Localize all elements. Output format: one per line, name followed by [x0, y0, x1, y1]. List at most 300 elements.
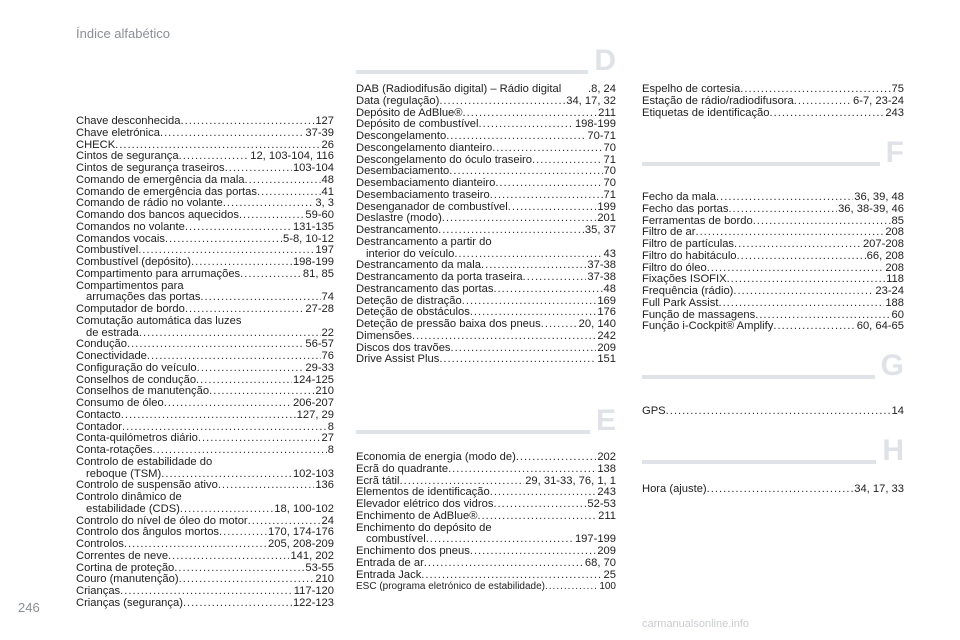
- index-entry-term: Enchimento de AdBlue®: [356, 509, 478, 522]
- index-entry-term: Correntes de neve: [76, 549, 169, 562]
- index-entry-term: Desenganador de combustível: [356, 200, 508, 213]
- index-entry-term: Comando de emergência da mala: [76, 173, 245, 186]
- index-entry-pages: 24: [321, 514, 334, 527]
- index-entry-term: Descongelamento do óculo traseiro: [356, 153, 532, 166]
- dot-leader: [470, 546, 597, 558]
- divider-rule: [356, 70, 616, 74]
- index-entry-pages: 209: [597, 341, 616, 354]
- index-entry-term: Couro (manutenção): [76, 573, 179, 586]
- index-entry-pages: 210: [315, 573, 334, 586]
- index-entry-heading: Enchimento do depósito de: [356, 521, 492, 534]
- index-entry-term: Comando dos bancos aquecidos: [76, 209, 239, 221]
- dot-leader: [532, 155, 603, 167]
- index-entry-pages: 37-38: [587, 271, 616, 283]
- index-entry-term: ESC (programa eletrónico de estabilidade): [356, 581, 545, 593]
- index-entry: [76, 398, 334, 410]
- index-entry-pages: 68, 70: [584, 556, 616, 569]
- index-entry: [642, 204, 904, 216]
- index-entry-term: Filtro de partículas: [642, 238, 735, 250]
- index-entry-pages: 34, 17, 33: [854, 483, 904, 495]
- index-entry-term: Desembaciamento traseiro: [356, 188, 490, 201]
- index-entry-term: Discos dos travões: [356, 341, 451, 354]
- index-entry-pages: 206-207: [292, 397, 334, 409]
- index-entry-term: Fecho da mala: [642, 191, 717, 203]
- dot-leader: [439, 96, 565, 108]
- index-entry-pages: 34, 17, 32: [566, 94, 616, 107]
- index-entry-term: Ecrã tátil: [356, 474, 400, 487]
- index-entry-term: Crianças (segurança): [76, 596, 183, 609]
- index-entry-pages: 100: [599, 581, 616, 593]
- index-column-h: [642, 484, 904, 496]
- dot-leader: [139, 328, 321, 340]
- index-entry-term: Elevador elétrico dos vidros: [356, 498, 494, 510]
- index-entry: [356, 511, 616, 523]
- index-entry: [76, 116, 334, 128]
- index-entry-pages: 197-199: [574, 533, 616, 546]
- index-entry-pages: 122-123: [292, 596, 334, 609]
- index-entry-pages: 29, 31-33, 76, 1, 1: [525, 474, 616, 487]
- index-entry: [76, 175, 334, 187]
- index-entry-term: Combustível: [76, 244, 139, 257]
- section-divider-f: [642, 132, 904, 190]
- index-entry-term: Contador: [76, 420, 123, 433]
- index-entry-term: Hora (ajuste): [642, 483, 707, 495]
- index-entry-term: Desembaciamento dianteiro: [356, 177, 496, 189]
- dot-leader: [451, 343, 597, 355]
- dot-leader: [727, 274, 886, 286]
- index-entry-term: Drive Assist Plus: [356, 353, 440, 366]
- dot-leader: [168, 551, 289, 563]
- divider-rule: [356, 430, 616, 434]
- index-entry: [76, 257, 334, 269]
- index-entry: [356, 581, 616, 593]
- index-entry-pages: 70: [603, 141, 616, 154]
- index-entry-pages: 59-60: [305, 209, 334, 221]
- index-entry: [356, 570, 616, 582]
- index-entry-term: Economia de energia (modo de): [356, 451, 516, 463]
- index-entry-pages: 36, 38-39, 46: [838, 202, 904, 215]
- dot-leader: [493, 499, 586, 511]
- dot-leader: [196, 375, 292, 387]
- dot-leader: [492, 143, 602, 155]
- index-entry-term: Comandos no volante: [76, 220, 185, 233]
- dot-leader: [219, 527, 267, 539]
- index-entry-pages: 124-125: [292, 373, 334, 386]
- dot-leader: [424, 558, 584, 570]
- section-letter: E: [590, 404, 616, 438]
- section-letter: G: [875, 349, 904, 383]
- section-divider-e: [356, 400, 616, 458]
- index-entry-term: GPS: [642, 405, 666, 417]
- index-entry-term: Fecho das portas: [642, 202, 729, 215]
- index-entry-pages: 52-53: [587, 498, 616, 510]
- index-entry-term: Conselhos de condução: [76, 373, 197, 386]
- index-entry: [76, 586, 334, 598]
- index-entry: [356, 354, 616, 366]
- dot-leader: [477, 511, 597, 523]
- section-divider-g: [642, 345, 904, 403]
- index-entry-term: Conta-quilómetros diário: [76, 432, 198, 445]
- dot-leader: [541, 319, 578, 331]
- index-entry-term: Elementos de identificação: [356, 486, 490, 499]
- dot-leader: [257, 187, 321, 199]
- index-entry-pages: 27: [321, 432, 334, 445]
- dot-leader: [180, 504, 273, 516]
- index-entry-pages: 210: [315, 385, 334, 398]
- index-entry-pages: 60, 64-65: [856, 320, 904, 333]
- index-entry-term: Consumo de óleo: [76, 397, 164, 409]
- index-entry-heading: Compartimentos para: [76, 279, 184, 292]
- index-entry-term: Destrancamento das portas: [356, 282, 494, 295]
- index-entry-pages: 48: [321, 173, 334, 186]
- index-entry-pages: 5-8, 10-12: [283, 232, 334, 245]
- index-entry: [642, 96, 904, 108]
- index-entry-pages: 36, 39, 48: [854, 191, 904, 203]
- index-entry: [76, 128, 334, 140]
- index-entry-heading: Controlo dinâmico de: [76, 491, 182, 503]
- index-entry-term: Cintos de segurança: [76, 150, 179, 163]
- index-entry-term: Descongelamento dianteiro: [356, 141, 493, 154]
- index-column-d: [356, 84, 616, 366]
- index-entry-term: Deteção de distração: [356, 294, 462, 307]
- index-entry-pages: 136: [315, 479, 334, 492]
- dot-leader: [523, 272, 587, 284]
- dot-leader: [490, 487, 597, 499]
- index-entry-pages: 70-71: [587, 130, 616, 142]
- index-entry: [642, 251, 904, 263]
- index-entry-term: Contacto: [76, 408, 121, 421]
- index-entry-term: Destrancamento da mala: [356, 259, 481, 272]
- index-entry: [356, 272, 616, 284]
- index-entry: [356, 546, 616, 558]
- index-entry-term: Espelho de cortesia: [642, 83, 741, 95]
- index-entry-term: Conselhos de manutenção: [76, 385, 210, 398]
- dot-leader: [479, 119, 574, 131]
- index-entry-pages: 141, 202: [290, 549, 334, 562]
- index-entry-pages: 74: [321, 291, 334, 304]
- index-entry: [356, 284, 616, 296]
- index-entry-term: Data (regulação): [356, 94, 440, 107]
- index-entry-pages: 76: [321, 350, 334, 362]
- index-entry-pages: 71: [603, 188, 616, 201]
- dot-leader: [127, 339, 304, 351]
- dot-leader: [794, 96, 852, 108]
- index-entry-pages: 35, 37: [584, 224, 616, 236]
- index-entry-pages: 70: [603, 177, 616, 189]
- divider-rule: [642, 460, 904, 464]
- index-entry: [356, 131, 616, 143]
- section-letter: H: [876, 434, 904, 468]
- index-entry: [76, 363, 334, 375]
- index-entry: [356, 331, 616, 343]
- index-entry-pages: 27-28: [305, 303, 334, 315]
- index-entry: [76, 445, 334, 457]
- index-entry-pages: 29-33: [305, 361, 334, 374]
- index-entry-term: CHECK: [76, 138, 116, 151]
- divider-rule: [642, 375, 904, 379]
- page-number: 246: [18, 600, 40, 615]
- index-entry-term: Deteção de pressão baixa dos pneus: [356, 318, 541, 330]
- index-entry-term: Fixações ISOFIX: [642, 273, 727, 286]
- index-entry-term: Crianças: [76, 585, 121, 597]
- index-entry: [76, 269, 334, 281]
- index-entry-pages: 3, 3: [315, 197, 334, 210]
- dot-leader: [740, 84, 890, 96]
- dot-leader: [240, 269, 302, 281]
- index-entry-pages: 70: [603, 165, 616, 178]
- index-entry-term: Comando de emergência das portas: [76, 185, 257, 198]
- index-entry-term: Função i-Cockpit® Amplify: [642, 320, 774, 333]
- index-entry-pages: 198-199: [574, 118, 616, 131]
- index-entry-pages: 81, 85: [302, 267, 334, 280]
- index-entry-pages: 211: [598, 509, 616, 522]
- dot-leader: [462, 296, 597, 308]
- index-entry-term: reboque (TSM): [86, 467, 162, 480]
- index-entry: [356, 178, 616, 190]
- index-entry-pages: .8, 24: [588, 83, 616, 95]
- index-entry-pages: 12, 103-104, 116: [250, 150, 334, 163]
- index-entry-pages: 18, 100-102: [274, 502, 334, 515]
- index-entry: [356, 452, 616, 464]
- dot-leader: [495, 178, 602, 190]
- index-entry-pages: 14: [891, 405, 904, 417]
- index-entry-pages: 56-57: [305, 338, 334, 351]
- index-entry-pages: 176: [597, 306, 616, 319]
- index-entry-term: arrumações das portas: [86, 291, 201, 304]
- index-entry-term: Entrada Jack: [356, 568, 422, 581]
- index-entry: [76, 351, 334, 363]
- dot-leader: [707, 484, 854, 496]
- index-entry-term: Compartimento para arrumações: [76, 267, 241, 280]
- dot-leader: [448, 464, 596, 476]
- index-entry: [76, 504, 334, 516]
- index-entry-term: Desembaciamento: [356, 165, 450, 178]
- index-entry-pages: 202: [597, 451, 616, 463]
- index-entry-pages: 127, 29: [296, 408, 334, 421]
- index-entry-pages: 170, 174-176: [268, 526, 334, 539]
- index-entry-pages: 23-24: [875, 285, 904, 297]
- index-entry-pages: 75: [891, 83, 904, 95]
- index-entry: [642, 484, 904, 496]
- index-entry-pages: 205, 208-209: [268, 538, 334, 550]
- index-entry-pages: 211: [598, 106, 616, 119]
- index-entry-pages: 25: [603, 568, 616, 581]
- index-entry: [642, 406, 904, 418]
- index-entry-term: estabilidade (CDS): [86, 502, 180, 515]
- dot-leader: [439, 354, 596, 366]
- index-entry: [76, 222, 334, 234]
- index-entry-pages: 209: [597, 545, 616, 557]
- index-entry-pages: 117-120: [293, 585, 334, 597]
- index-entry-pages: 188: [885, 296, 904, 309]
- dot-leader: [718, 298, 884, 310]
- index-entry: [356, 464, 616, 476]
- index-entry-term: Computador de bordo: [76, 303, 185, 315]
- index-entry-term: Chave eletrónica: [76, 126, 160, 139]
- index-entry: [76, 598, 334, 610]
- index-entry-pages: 198-199: [292, 256, 334, 268]
- index-entry-pages: 6-7, 23-24: [853, 94, 904, 107]
- index-entry-pages: 48: [603, 282, 616, 295]
- dot-leader: [153, 445, 327, 457]
- index-entry-term: Filtro do óleo: [642, 261, 707, 274]
- index-entry-pages: 201: [597, 212, 616, 225]
- index-entry: [76, 163, 334, 175]
- index-column-g: [642, 406, 904, 418]
- dot-leader: [545, 581, 598, 593]
- dot-leader: [121, 410, 296, 422]
- index-entry-pages: 199: [597, 200, 616, 213]
- index-entry-pages: 53-55: [305, 561, 334, 574]
- index-entry-term: DAB (Radiodifusão digital) – Rádio digital: [356, 83, 562, 95]
- index-entry-term: Filtro do habitáculo: [642, 249, 737, 262]
- index-entry: [356, 225, 616, 237]
- index-entry: [76, 410, 334, 422]
- index-entry: [356, 558, 616, 570]
- index-entry-term: interior do veículo: [366, 247, 455, 260]
- index-entry-term: Configuração do veículo: [76, 361, 197, 374]
- dot-leader: [516, 452, 597, 464]
- index-entry: [642, 84, 904, 96]
- index-entry-pages: 43: [603, 247, 616, 260]
- index-entry: [642, 321, 904, 333]
- index-column-e-continued: [642, 84, 904, 119]
- index-entry-term: Dimensões: [356, 329, 412, 342]
- index-entry-term: Destrancamento da porta traseira: [356, 271, 523, 283]
- index-entry-pages: 20, 140: [578, 318, 616, 330]
- dot-leader: [490, 190, 603, 202]
- index-entry-term: Controlo do nível de óleo do motor: [76, 514, 248, 527]
- index-entry-pages: 85: [891, 214, 904, 227]
- index-entry-pages: 37-39: [305, 126, 334, 139]
- index-entry-term: Função de massagens: [642, 308, 756, 321]
- index-entry-pages: 131-135: [292, 220, 334, 233]
- dot-leader: [753, 216, 891, 228]
- index-entry-pages: 8: [327, 444, 334, 456]
- dot-leader: [185, 222, 292, 234]
- index-entry-pages: 37-38: [587, 259, 616, 272]
- dot-leader: [185, 304, 305, 316]
- index-entry: [642, 192, 904, 204]
- index-entry-pages: 197: [315, 244, 334, 257]
- index-entry-heading: Comutação automática das luzes: [76, 314, 242, 327]
- dot-leader: [174, 563, 304, 575]
- dot-leader: [198, 433, 321, 445]
- index-entry-term: Estação de rádio/radiodifusora: [642, 94, 794, 107]
- dot-leader: [200, 292, 320, 304]
- index-entry-pages: 151: [597, 353, 616, 366]
- index-entry-pages: 41: [321, 185, 334, 198]
- dot-leader: [508, 202, 597, 214]
- index-entry-term: Enchimento dos pneus: [356, 545, 470, 557]
- index-entry-pages: 8: [327, 420, 334, 433]
- index-entry-pages: 60: [891, 308, 904, 321]
- index-entry: [76, 551, 334, 563]
- index-entry-pages: 26: [321, 138, 334, 151]
- dot-leader: [147, 351, 321, 363]
- index-entry-term: Deteção de obstáculos: [356, 306, 470, 319]
- dot-leader: [493, 284, 602, 296]
- index-entry-term: Etiquetas de identificação: [642, 106, 770, 119]
- dot-leader: [442, 213, 597, 225]
- index-column-f: [642, 192, 904, 333]
- index-entry-term: Ecrã do quadrante: [356, 462, 449, 475]
- page-header-title: Índice alfabético: [76, 26, 170, 41]
- dot-leader: [124, 539, 267, 551]
- index-entry-term: Full Park Assist: [642, 296, 719, 309]
- index-entry-pages: 127: [315, 115, 334, 127]
- index-entry-term: Condução: [76, 338, 128, 351]
- index-entry-pages: 242: [597, 329, 616, 342]
- index-entry-term: Conectividade: [76, 350, 147, 362]
- dot-leader: [183, 598, 292, 610]
- index-entry-term: Cortina de proteção: [76, 561, 175, 574]
- index-entry-term: Conta-rotações: [76, 444, 153, 456]
- index-entry-pages: 71: [603, 153, 616, 166]
- index-entry-pages: 169: [597, 294, 616, 307]
- index-entry-term: Comando de rádio no volante: [76, 197, 223, 210]
- index-entry-term: Deslastre (modo): [356, 212, 442, 225]
- dot-leader: [412, 331, 596, 343]
- index-entry-term: Comandos vocais: [76, 232, 165, 245]
- divider-rule: [642, 162, 904, 166]
- index-entry-term: Destrancamento: [356, 224, 439, 236]
- dot-leader: [239, 210, 304, 222]
- index-entry-term: Ferramentas de bordo: [642, 214, 753, 227]
- index-entry-pages: 243: [885, 106, 904, 119]
- dot-leader: [773, 321, 855, 333]
- index-entry-term: Entrada de ar: [356, 556, 424, 569]
- index-entry-term: Descongelamento: [356, 130, 447, 142]
- dot-leader: [421, 570, 602, 582]
- dot-leader: [728, 204, 837, 216]
- index-entry: [642, 286, 904, 298]
- dot-leader: [225, 163, 292, 175]
- index-entry-term: Depósito de combustível: [356, 118, 479, 131]
- index-entry: [356, 84, 616, 96]
- dot-leader: [218, 480, 315, 492]
- index-entry-heading: Controlo de estabilidade do: [76, 455, 213, 468]
- index-entry: [76, 304, 334, 316]
- index-entry-pages: 103-104: [292, 162, 334, 174]
- dot-leader: [770, 108, 885, 120]
- index-entry-pages: 118: [886, 273, 904, 286]
- dot-leader: [733, 286, 874, 298]
- index-entry-term: Controlos: [76, 538, 124, 550]
- index-entry-pages: 207-208: [862, 238, 904, 250]
- dot-leader: [734, 239, 862, 251]
- index-entry: [356, 143, 616, 155]
- index-entry-pages: 138: [597, 462, 616, 475]
- index-entry-term: Frequência (rádio): [642, 285, 734, 297]
- dot-leader: [666, 406, 891, 418]
- index-entry-term: Combustível (depósito): [76, 256, 192, 268]
- watermark-text: carmanualsonline.info: [642, 618, 750, 630]
- index-entry: [356, 96, 616, 108]
- dot-leader: [737, 251, 866, 263]
- dot-leader: [707, 263, 885, 275]
- index-entry-pages: 208: [885, 261, 904, 274]
- index-entry-term: Chave desconhecida: [76, 115, 181, 127]
- index-column-e: [356, 452, 616, 593]
- dot-leader: [197, 363, 305, 375]
- index-entry-pages: 66, 208: [866, 249, 904, 262]
- dot-leader: [160, 128, 304, 140]
- index-entry-heading: Destrancamento a partir do: [356, 235, 492, 248]
- dot-leader: [120, 586, 293, 598]
- index-entry-term: Depósito de AdBlue®: [356, 106, 463, 119]
- index-entry-pages: 208: [885, 226, 904, 239]
